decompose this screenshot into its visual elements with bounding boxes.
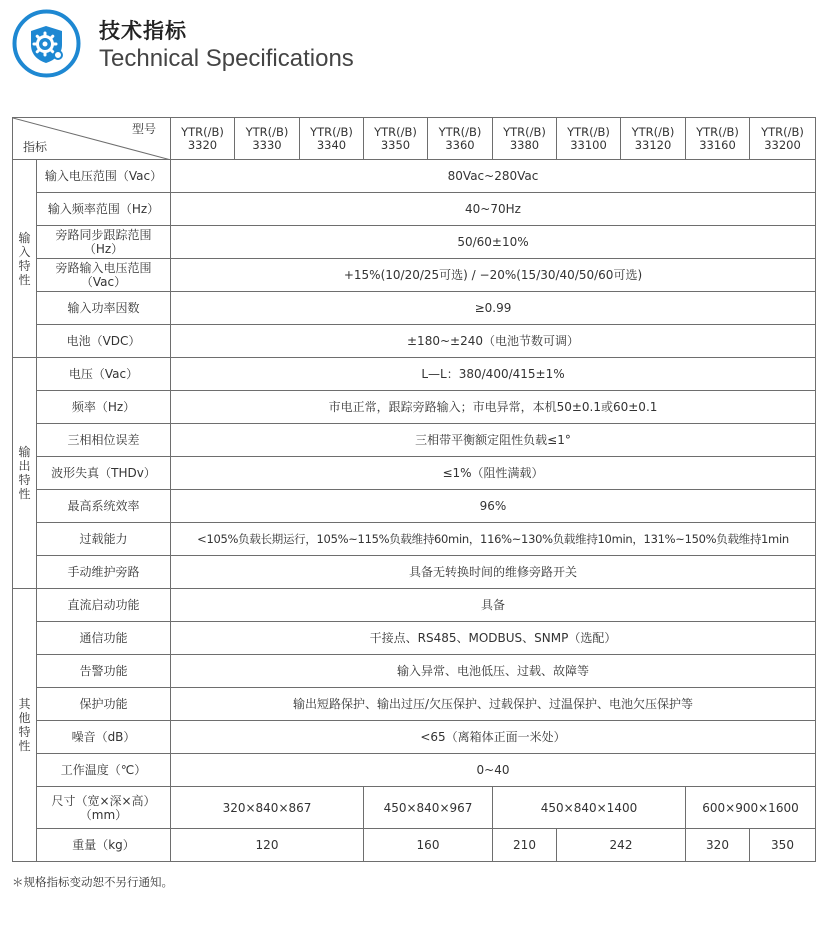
footnote: ＊规格指标变动恕不另行通知。: [12, 875, 173, 889]
table-row: [13, 754, 816, 787]
param-value: ≤1%（阻性满载）: [171, 457, 816, 490]
param-value: 三相带平衡额定阻性负载≤1°: [171, 424, 816, 457]
page-title-en: Technical Specifications: [99, 45, 354, 72]
param-value: 干接点、RS485、MODBUS、SNMP（选配）: [171, 622, 816, 655]
table-row: [13, 160, 816, 193]
table-row: [13, 523, 816, 556]
param-value: 市电正常，跟踪旁路输入；市电异常，本机50±0.1或60±0.1: [171, 391, 816, 424]
corner-label-spec: 指标: [23, 140, 48, 154]
param-label: 重量（kg）: [37, 829, 171, 862]
param-label: 告警功能: [37, 655, 171, 688]
model-header: YTR(/B) 3350: [364, 118, 428, 160]
table-row: [13, 259, 816, 292]
param-value: 40~70Hz: [171, 193, 816, 226]
settings-shield-logo-icon: [12, 9, 81, 78]
param-label: 旁路同步跟踪范围 （Hz）: [37, 226, 171, 259]
model-header: YTR(/B) 3380: [493, 118, 557, 160]
weight-value: 320: [686, 829, 750, 862]
param-label: 噪音（dB）: [37, 721, 171, 754]
spec-table: [12, 117, 816, 862]
param-label: 三相相位误差: [37, 424, 171, 457]
table-row: [13, 688, 816, 721]
table-row: [13, 391, 816, 424]
param-label: 通信功能: [37, 622, 171, 655]
table-row: [13, 358, 816, 391]
param-value: ≥0.99: [171, 292, 816, 325]
table-row: [13, 226, 816, 259]
param-value: L—L：380/400/415±1%: [171, 358, 816, 391]
param-value: 具备: [171, 589, 816, 622]
weight-value: 350: [750, 829, 816, 862]
param-value: +15%(10/20/25可选) / −20%(15/30/40/50/60可选): [171, 259, 816, 292]
corner-label-model: 型号: [131, 122, 156, 136]
table-row: [13, 424, 816, 457]
weight-value: 210: [493, 829, 557, 862]
table-row: [13, 292, 816, 325]
param-value: 80Vac~280Vac: [171, 160, 816, 193]
table-row: [13, 589, 816, 622]
param-label: 保护功能: [37, 688, 171, 721]
model-header: YTR(/B) 33200: [750, 118, 816, 160]
param-label: 直流启动功能: [37, 589, 171, 622]
param-label: 旁路输入电压范围 （Vac）: [37, 259, 171, 292]
table-row: [13, 721, 816, 754]
param-label: 频率（Hz）: [37, 391, 171, 424]
param-value: <105%负载长期运行，105%~115%负载维持60min，116%~130%负载维持10min，131%~150%负载维持1min: [171, 523, 816, 556]
model-header: YTR(/B) 33120: [621, 118, 686, 160]
table-row: [13, 193, 816, 226]
model-header: YTR(/B) 3330: [235, 118, 300, 160]
param-label: 手动维护旁路: [37, 556, 171, 589]
param-value: 输入异常、电池低压、过载、故障等: [171, 655, 816, 688]
group-label-other: 其他特性: [13, 589, 37, 862]
table-header-row: [13, 118, 816, 160]
table-row: [13, 490, 816, 523]
table-row: [13, 556, 816, 589]
size-value: 600×900×1600: [686, 787, 816, 829]
header-corner-cell: [13, 118, 171, 160]
size-value: 320×840×867: [171, 787, 364, 829]
param-label: 过载能力: [37, 523, 171, 556]
param-value: 0~40: [171, 754, 816, 787]
param-value: 具备无转换时间的维修旁路开关: [171, 556, 816, 589]
model-header: YTR(/B) 33100: [557, 118, 621, 160]
table-row-size: [13, 787, 816, 829]
group-label-input: 输入特性: [13, 160, 37, 358]
table-row-weight: [13, 829, 816, 862]
param-label: 输入功率因数: [37, 292, 171, 325]
param-value: 50/60±10%: [171, 226, 816, 259]
param-value: 96%: [171, 490, 816, 523]
param-value: 输出短路保护、输出过压/欠压保护、过载保护、过温保护、电池欠压保护等: [171, 688, 816, 721]
param-label: 波形失真（THDv）: [37, 457, 171, 490]
model-header: YTR(/B) 33160: [686, 118, 750, 160]
page-title-cn: 技术指标: [99, 19, 187, 43]
param-label: 输入频率范围（Hz）: [37, 193, 171, 226]
model-header: YTR(/B) 3320: [171, 118, 235, 160]
weight-value: 242: [557, 829, 686, 862]
param-label: 电池（VDC）: [37, 325, 171, 358]
table-row: [13, 457, 816, 490]
param-label: 工作温度（℃）: [37, 754, 171, 787]
weight-value: 120: [171, 829, 364, 862]
param-value: <65（离箱体正面一米处）: [171, 721, 816, 754]
param-value: ±180~±240（电池节数可调）: [171, 325, 816, 358]
param-label: 电压（Vac）: [37, 358, 171, 391]
model-header: YTR(/B) 3340: [300, 118, 364, 160]
param-label: 输入电压范围（Vac）: [37, 160, 171, 193]
table-row: [13, 622, 816, 655]
model-header: YTR(/B) 3360: [428, 118, 493, 160]
table-row: [13, 325, 816, 358]
param-label: 最高系统效率: [37, 490, 171, 523]
size-value: 450×840×1400: [493, 787, 686, 829]
group-label-output: 输出特性: [13, 358, 37, 589]
weight-value: 160: [364, 829, 493, 862]
size-value: 450×840×967: [364, 787, 493, 829]
table-row: [13, 655, 816, 688]
param-label: 尺寸（宽×深×高） （mm）: [37, 787, 171, 829]
